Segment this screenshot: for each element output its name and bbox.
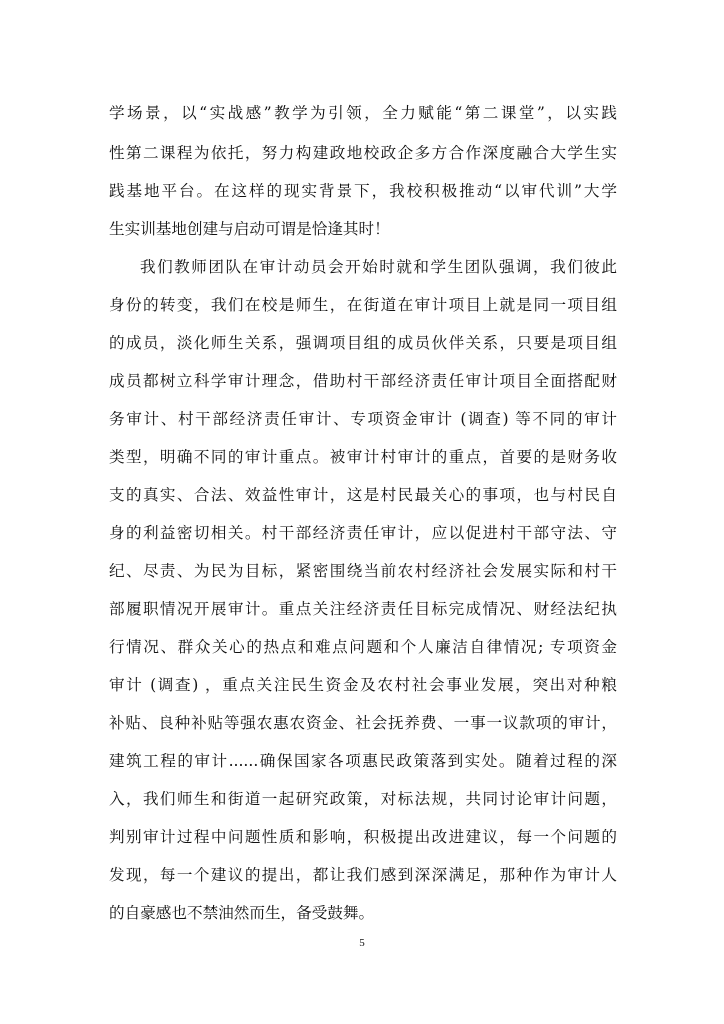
text-line: 部履职情况开展审计。重点关注经济责任目标完成情况、财经法纪执 <box>109 600 617 618</box>
text-line: 我们教师团队在审计动员会开始时就和学生团队强调，我们彼此 <box>140 258 617 276</box>
text-line: 纪、尽责、为民为目标，紧密围绕当前农村经济社会发展实际和村干 <box>109 562 617 580</box>
text-line: 务审计、村干部经济责任审计、专项资金审计 (调查) 等不同的审计 <box>109 410 617 428</box>
text-line: 行情况、群众关心的热点和难点问题和个人廉洁自律情况; 专项资金 <box>109 638 617 656</box>
text-line: 性第二课程为依托，努力构建政地校政企多方合作深度融合大学生实 <box>109 144 617 162</box>
page-number: 5 <box>359 937 365 949</box>
text-line: 生实训基地创建与启动可谓是恰逢其时！ <box>109 220 390 238</box>
text-line: 的成员，淡化师生关系，强调项目组的成员伙伴关系，只要是项目组 <box>109 334 617 352</box>
text-line: 支的真实、合法、效益性审计，这是村民最关心的事项，也与村民自 <box>109 486 617 504</box>
text-line: 身份的转变，我们在校是师生，在街道在审计项目上就是同一项目组 <box>109 296 617 314</box>
text-line: 建筑工程的审计......确保国家各项惠民政策落到实处。随着过程的深 <box>109 752 617 770</box>
text-line: 成员都树立科学审计理念，借助村干部经济责任审计项目全面搭配财 <box>109 372 617 390</box>
text-line: 补贴、良种补贴等强农惠农资金、社会抚养费、一事一议款项的审计， <box>109 714 617 732</box>
text-line: 类型，明确不同的审计重点。被审计村审计的重点，首要的是财务收 <box>109 448 617 466</box>
text-line: 审计 (调查) ，重点关注民生资金及农村社会事业发展，突出对种粮 <box>109 676 617 694</box>
text-line: 入，我们师生和街道一起研究政策，对标法规，共同讨论审计问题， <box>109 790 617 808</box>
text-line: 判别审计过程中问题性质和影响，积极提出改进建议，每一个问题的 <box>109 828 617 846</box>
text-line: 身的利益密切相关。村干部经济责任审计，应以促进村干部守法、守 <box>109 524 617 542</box>
text-line: 践基地平台。在这样的现实背景下，我校积极推动“以审代训”大学 <box>109 182 617 200</box>
text-line: 学场景，以“实战感”教学为引领，全力赋能“第二课堂”，以实践 <box>109 104 617 122</box>
text-line: 发现，每一个建议的提出，都让我们感到深深满足，那种作为审计人 <box>109 866 617 884</box>
text-line: 的自豪感也不禁油然而生，备受鼓舞。 <box>109 904 375 922</box>
